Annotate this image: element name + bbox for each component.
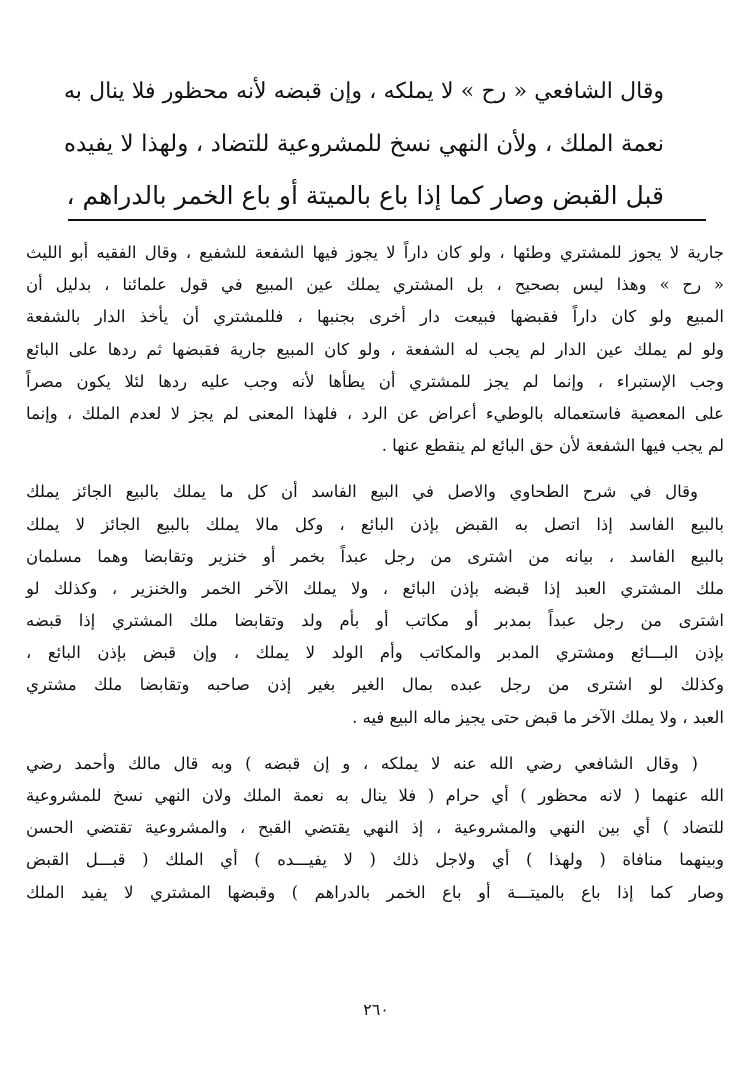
commentary-line: المبيع ولو كان داراً فقبضها فبيعت دار أخرى بجنبها ، فللمشتري أن يأخذ الدار بالشفعة bbox=[26, 307, 724, 327]
commentary-block bbox=[26, 237, 724, 909]
commentary-line: وكذلك لو اشترى من رجل عبده بمال الغير بغير إذن صاحبه وتقابضا ملك مشتري bbox=[26, 675, 724, 695]
commentary-line: للتضاد ) أي بين النهي والمشروعية ، إذ النهي يقتضي القبح ، والمشروعية تقتضي الحسن bbox=[26, 818, 724, 838]
commentary-line: اشترى من رجل عبداً بمدبر أو مكاتب أو بأم ولد وتقابضا ملك المشتري إذا قبضه bbox=[26, 611, 724, 631]
commentary-line: ( وقال الشافعي رضي الله عنه لا يملكه ، و إن قبضه ) وبه قال مالك وأحمد رضي bbox=[26, 753, 698, 773]
commentary-line: العبد ، ولا يملك الآخر ما قبض حتى يجيز ماله البيع فيه . bbox=[352, 707, 724, 727]
commentary-paragraph bbox=[26, 748, 724, 909]
commentary-line: ولو لم يملك عين الدار لم يجب له الشفعة ، ولو كان المبيع جارية فقبضها ثم ردها على البائع bbox=[26, 339, 724, 359]
commentary-line: « رح » وهذا ليس بصحيح ، بل المشتري يملك عين المبيع في قول علمائنا ، بدليل أن bbox=[26, 275, 724, 295]
commentary-line: بالبيع الفاسد إذا اتصل به القبض بإذن البائع ، وكل مالا يملك بالبيع الجائز لا يملك bbox=[26, 514, 724, 534]
main-text-line: قبل القبض وصار كما إذا باع بالميتة أو باع الخمر بالدراهم ، bbox=[66, 181, 664, 210]
commentary-paragraph bbox=[26, 237, 724, 462]
section-divider bbox=[68, 219, 706, 221]
commentary-line: جارية لا يجوز للمشتري وطئها ، ولو كان داراً لا يجوز فيها الشفعة للشفيع ، وقال الفقيه أبو الليث bbox=[26, 243, 724, 262]
main-text-line: وقال الشافعي « رح » لا يملكه ، وإن قبضه لأنه محظور فلا ينال به bbox=[64, 79, 664, 104]
page-number: ٢٦٠ bbox=[363, 1000, 389, 1019]
main-text-line: نعمة الملك ، ولأن النهي نسخ للمشروعية للتضاد ، ولهذا لا يفيده bbox=[64, 131, 664, 157]
commentary-line: وقال في شرح الطحاوي والاصل في البيع الفاسد أن كل ما يملك بالبيع الجائز يملك bbox=[26, 482, 698, 502]
commentary-line: ملك المشتري العبد إذا قبضه بإذن البائع ، ولا يملك الآخر الخمر والخنزير ، وكذلك لو bbox=[26, 578, 724, 598]
commentary-line: على المعصية فاستعماله بالوطيء أعراض عن الرد ، فلهذا المعنى لم يجز لا لعدم الملك ، وإنما bbox=[26, 403, 724, 423]
commentary-paragraph bbox=[26, 476, 724, 734]
commentary-line: وبينهما منافاة ( ولهذا ) أي ولاجل ذلك ( لا يفيـــده ) أي الملك ( قبـــل القبض bbox=[26, 850, 724, 870]
commentary-line: لم يجب فيها الشفعة لأن حق البائع لم ينقطع عنها . bbox=[381, 436, 724, 456]
commentary-line: بإذن البـــائع ومشتري المدبر والمكاتب وأم الولد لا يملك ، وإن قبض بإذن البائع ، bbox=[26, 643, 724, 663]
commentary-line: بالبيع الفاسد ، بيانه من اشترى من رجل عبداً بخمر أو خنزير وتقابضا وهما مسلمان bbox=[26, 546, 724, 566]
commentary-line: وصار كما إذا باع بالميتـــة أو باع الخمر بالدراهم ) وقبضها المشتري لا يفيد الملك bbox=[26, 882, 724, 902]
commentary-line: وجب الإستبراء ، وإنما لم يجز للمشتري أن يطأها لأنه وجب عليه ردها لئلا يكون مصراً bbox=[26, 371, 724, 391]
commentary-line: الله عنهما ( لانه محظور ) أي حرام ( فلا ينال به نعمة الملك ولان النهي نسخ للمشروعية bbox=[26, 786, 724, 805]
main-text-block bbox=[64, 66, 664, 222]
